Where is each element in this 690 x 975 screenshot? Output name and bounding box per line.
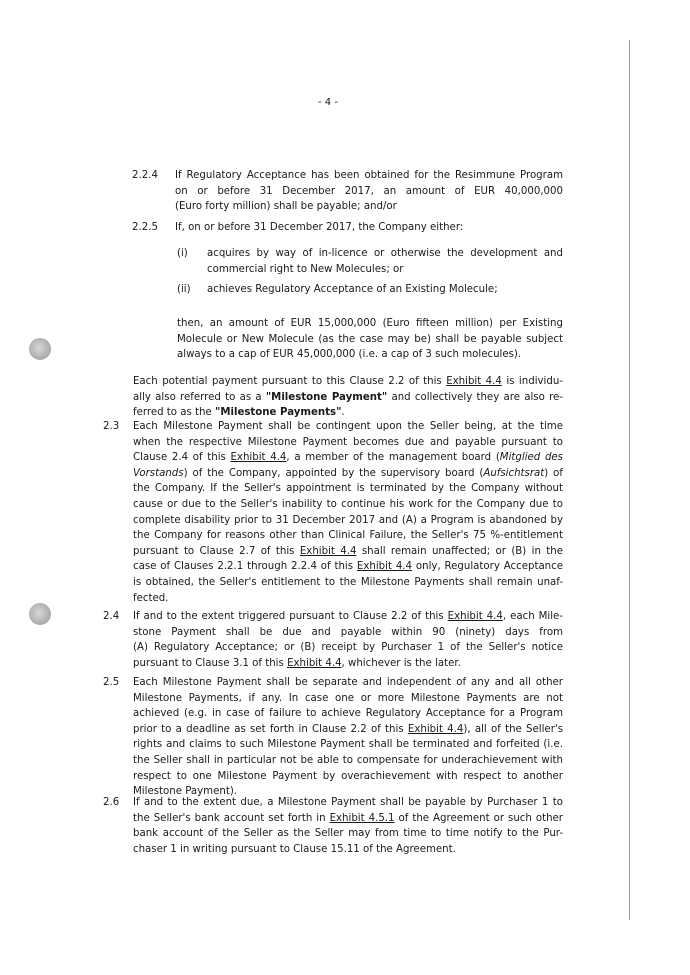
exhibit-reference-link: Exhibit 4.5.1 xyxy=(329,812,395,824)
text-segment: fected. xyxy=(133,592,169,604)
text-segment: ), all of the Seller's xyxy=(463,723,563,735)
text-segment: Each potential payment pursuant to this Clause 2.2 of this xyxy=(133,376,447,387)
text-line xyxy=(177,347,563,363)
text-segment: always to a cap of EUR 45,000,000 (i.e. a cap of 3 such molecules). xyxy=(177,349,522,361)
clause-text xyxy=(133,609,563,671)
text-line xyxy=(133,795,563,811)
text-line xyxy=(133,591,563,607)
text-line xyxy=(133,625,563,641)
clause-text xyxy=(133,795,563,857)
text-segment: is obtained, the Seller's entitlement to the Milestone Payments shall remain unaf- xyxy=(133,576,563,588)
text-segment: cause or due to the Seller's inability to continue his work for the Company due to xyxy=(133,498,563,510)
clause-number: 2.2.4 xyxy=(132,170,158,181)
exhibit-reference-link: Exhibit 4.4 xyxy=(299,545,357,557)
text-segment: Milestone Payment). xyxy=(133,786,238,798)
text-line xyxy=(133,675,563,691)
text-segment: of the Agreement or such other xyxy=(394,812,563,824)
text-line xyxy=(133,826,563,842)
text-segment: ) of xyxy=(544,467,563,479)
text-segment: pursuant to Clause 3.1 of this xyxy=(133,657,288,669)
text-line xyxy=(133,528,563,544)
text-segment: then, an amount of EUR 15,000,000 (Euro fifteen million) per Existing xyxy=(177,318,563,329)
text-line xyxy=(133,737,563,753)
text-segment: achieves Regulatory Acceptance of an Existing Molecule; xyxy=(207,284,498,295)
text-segment: Each Milestone Payment shall be contingent upon the Seller being, at the time xyxy=(133,421,563,432)
text-line xyxy=(175,184,563,200)
text-line xyxy=(133,481,563,497)
text-line xyxy=(177,316,563,332)
text-line xyxy=(133,811,563,827)
clause-text xyxy=(133,374,563,421)
clause-text xyxy=(207,246,563,277)
text-line xyxy=(133,842,563,858)
text-segment: ally also referred to as a xyxy=(133,391,266,403)
text-line xyxy=(133,450,563,466)
exhibit-reference-link: Exhibit 4.4 xyxy=(230,452,287,464)
page-number: - 4 - xyxy=(318,97,338,108)
clause-text xyxy=(133,419,563,606)
text-line xyxy=(133,656,563,672)
clause-number: (ii) xyxy=(177,284,191,295)
text-line xyxy=(133,466,563,482)
text-segment: , whichever is the later. xyxy=(341,657,461,669)
exhibit-reference-link: Exhibit 4.4 xyxy=(287,657,342,669)
text-line xyxy=(175,220,563,236)
clause-number: 2.5 xyxy=(103,677,120,688)
text-line xyxy=(133,769,563,785)
clause-text xyxy=(175,220,563,236)
text-line xyxy=(133,575,563,591)
text-line xyxy=(207,262,563,278)
exhibit-reference-link: Exhibit 4.4 xyxy=(407,723,464,735)
text-line xyxy=(133,691,563,707)
text-line xyxy=(133,640,563,656)
exhibit-reference-link: Exhibit 4.4 xyxy=(356,561,413,573)
text-segment: Milestone Payments, if any. In case one or more Milestone Payments are not xyxy=(133,692,563,704)
text-segment: If Regulatory Acceptance has been obtained for the Resimmune Program xyxy=(175,170,563,181)
text-line xyxy=(133,609,563,625)
text-segment: is individu- xyxy=(501,376,563,387)
clause-text xyxy=(175,168,563,215)
text-segment: Clause 2.4 of this xyxy=(133,452,231,464)
text-segment: case of Clauses 2.2.1 through 2.2.4 of this xyxy=(133,561,357,573)
text-segment: Molecule or New Molecule (as the case may be) shall be payable subject xyxy=(177,333,563,345)
text-line xyxy=(177,332,563,348)
text-segment: the Seller shall in particular not be able to compensate for underachievement with xyxy=(133,754,563,766)
text-line xyxy=(207,282,563,298)
defined-term: "Milestone Payments" xyxy=(215,407,342,419)
text-segment: If, on or before 31 December 2017, the Company either: xyxy=(175,222,464,233)
text-line xyxy=(133,722,563,738)
text-line xyxy=(133,419,563,435)
scan-page-edge-line xyxy=(629,40,630,920)
text-line xyxy=(133,390,563,406)
foreign-term: Aufsichtsrat xyxy=(483,467,545,479)
clause-number: 2.6 xyxy=(103,797,120,808)
text-segment: . xyxy=(341,407,345,419)
text-line xyxy=(175,168,563,184)
text-segment: complete disability prior to 31 December 2017 and (A) a Program is abandoned by xyxy=(133,514,563,526)
text-line xyxy=(133,513,563,529)
text-line xyxy=(133,435,563,451)
text-segment: Each Milestone Payment shall be separate and independent of any and all other xyxy=(133,677,563,688)
text-segment: (Euro forty million) shall be payable; and/or xyxy=(175,201,397,213)
text-line xyxy=(207,246,563,262)
text-segment: shall remain unaffected; or (B) in the xyxy=(356,545,564,557)
text-segment: acquires by way of in-licence or otherwise the development and xyxy=(207,248,563,259)
text-segment: only, Regulatory Acceptance xyxy=(412,561,564,573)
text-segment: (A) Regulatory Acceptance; or (B) receipt by Purchaser 1 of the Seller's notice xyxy=(133,642,563,654)
text-line xyxy=(133,706,563,722)
text-segment: stone Payment shall be due and payable within 90 (ninety) days from xyxy=(133,626,563,638)
clause-number: 2.4 xyxy=(103,611,120,622)
punch-hole-icon xyxy=(29,603,51,625)
text-segment: pursuant to Clause 2.7 of this xyxy=(133,545,300,557)
text-line xyxy=(133,753,563,769)
text-segment: , a member of the management board ( xyxy=(286,452,500,464)
foreign-term: Mitglied des xyxy=(499,452,563,464)
clause-text xyxy=(177,316,563,363)
text-line xyxy=(133,374,563,390)
text-segment: chaser 1 in writing pursuant to Clause 15.11 of the Agreement. xyxy=(133,843,456,855)
exhibit-reference-link: Exhibit 4.4 xyxy=(446,376,502,387)
text-segment: rights and claims to such Milestone Payment shall be terminated and forfeited (i.e. xyxy=(133,739,563,751)
text-segment: the Seller's bank account set forth in xyxy=(133,812,330,824)
text-segment: when the respective Milestone Payment becomes due and payable pursuant to xyxy=(133,436,563,448)
text-segment: ) of the Company, appointed by the supervisory board ( xyxy=(183,467,484,479)
clause-number: 2.2.5 xyxy=(132,222,158,233)
clause-number: (i) xyxy=(177,248,188,259)
clause-text xyxy=(133,675,563,800)
text-segment: the Company for reasons other than Clinical Failure, the Seller's 75 %-entitlement xyxy=(133,530,563,542)
foreign-term: Vorstands xyxy=(133,467,184,479)
text-segment: achieved (e.g. in case of failure to achieve Regulatory Acceptance for a Program xyxy=(133,708,563,720)
clause-number: 2.3 xyxy=(103,421,120,432)
text-segment: ferred to as the xyxy=(133,407,216,419)
text-segment: , each Mile- xyxy=(502,611,564,622)
punch-hole-icon xyxy=(29,338,51,360)
text-segment: If and to the extent triggered pursuant to Clause 2.2 of this xyxy=(133,611,448,622)
clause-text xyxy=(207,282,563,298)
text-line xyxy=(175,199,563,215)
text-segment: bank account of the Seller as the Seller may from time to time notify to the Pur- xyxy=(133,828,563,840)
text-segment: the Company. If the Seller's appointment is terminated by the Company without xyxy=(133,483,563,495)
text-line xyxy=(133,497,563,513)
text-line xyxy=(133,559,563,575)
exhibit-reference-link: Exhibit 4.4 xyxy=(447,611,503,622)
text-segment: commercial right to New Molecules; or xyxy=(207,263,404,275)
text-segment: If and to the extent due, a Milestone Payment shall be payable by Purchaser 1 to xyxy=(133,797,563,808)
text-segment: and collectively they are also re- xyxy=(387,391,563,403)
text-segment: respect to one Milestone Payment by overachievement with respect to another xyxy=(133,770,563,782)
text-segment: on or before 31 December 2017, an amount of EUR 40,000,000 xyxy=(175,185,563,197)
defined-term: "Milestone Payment" xyxy=(265,391,388,403)
text-segment: prior to a deadline as set forth in Clause 2.2 of this xyxy=(133,723,408,735)
text-line xyxy=(133,544,563,560)
